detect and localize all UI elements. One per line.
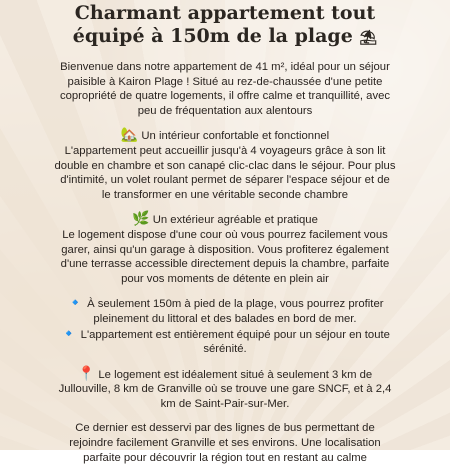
transport-section: Ce dernier est desservi par des lignes de bus permettant de rejoindre facilement Granville et ses environs. Une localisation parfaite pour découvrir la région tout en restant au calme [69,422,381,464]
exterior-heading: Un extérieur agréable et pratique [152,214,318,227]
exterior-section: 🌿 Un extérieur agréable et pratique Le logement dispose d'une cour où vous pourrez facilement vous garer, ainsi qu'un garage à disposition. Vous profiterez également d'une terrasse accessible directement depuis la chambre, parfaite pour vos moments de détente en plein air [60,211,390,285]
location-section: 📍 Le logement est idéalement situé à seulement 3 km de Jullouville, 8 km de Granville où se trouve une gare SNCF, et à 2,4 km de Saint-Pair-sur-Mer. [58,365,392,410]
interior-section: 🏡 Un intérieur confortable et fonctionnel L'appartement peut accueillir jusqu'à 4 voyageurs grâce à son lit double en chambre et son canapé clic-clac dans le séjour. Pour plus d'intimité, un volet roulant permet de séparer l'espace séjour et de le transformer en une véritable seconde chambre [54,127,396,201]
listing-description [52,0,398,464]
beach-section: 🔹 À seulement 150m à pied de la plage, vous pourrez profiter pleinement du littoral et des balades en bord de mer. 🔹 L'appartement est entièrement équipé pour un séjour en toute sérénité. [60,295,390,356]
intro-paragraph: Bienvenue dans notre appartement de 41 m², idéal pour un séjour paisible à Kairon Plage ! Situé au rez-de-chaussée d'une petite copropriété de quatre logements, il offre calme et tranquillité, avec peu de fréquentation aux alentours [59,61,391,117]
beach-umbrella-icon: ⛱ [359,30,378,46]
house-icon: 🏡 [120,127,139,144]
leaf-icon: 🌿 [132,211,150,228]
interior-heading: Un intérieur confortable et fonctionnel [141,130,330,143]
blue-diamond-icon: 🔹 [60,325,78,342]
listing-title: Charmant appartement tout équipé à 150m de la plage ⛱ [72,2,378,47]
blue-diamond-icon: 🔹 [66,295,84,312]
map-pin-icon: 📍 [77,365,96,382]
